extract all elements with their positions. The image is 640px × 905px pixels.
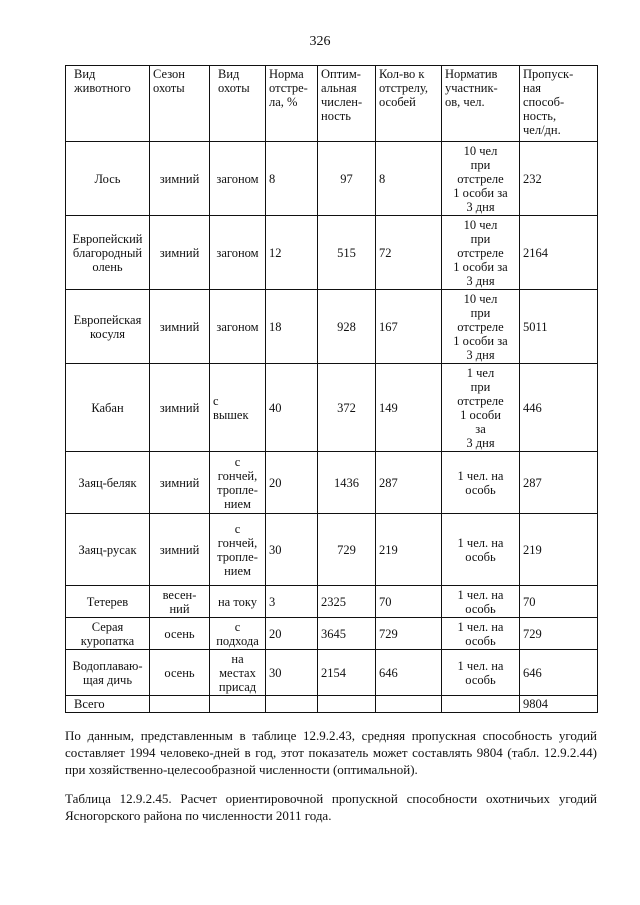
- table-row: [66, 290, 598, 364]
- cell-participants: 10 чел при отстреле 1 особи за 3 дня: [442, 216, 520, 290]
- cell-capacity: 287: [520, 452, 598, 514]
- cell-animal: Тетерев: [66, 586, 150, 618]
- cell-cull-count: 729: [376, 618, 442, 650]
- cell-cull-count: 72: [376, 216, 442, 290]
- cell-season: осень: [150, 618, 210, 650]
- cell-season: зимний: [150, 364, 210, 452]
- cell-animal: Заяц-беляк: [66, 452, 150, 514]
- table-row: [66, 514, 598, 586]
- table-row: [66, 142, 598, 216]
- empty-cell: [376, 696, 442, 713]
- cell-hunt-type: с гончей, тропле- нием: [210, 452, 266, 514]
- cell-hunt-type: с подхода: [210, 618, 266, 650]
- cell-cull-count: 8: [376, 142, 442, 216]
- cell-season: осень: [150, 650, 210, 696]
- cell-season: зимний: [150, 452, 210, 514]
- cell-optimal-population: 97: [318, 142, 376, 216]
- cell-participants: 1 чел. на особь: [442, 452, 520, 514]
- cell-optimal-population: 3645: [318, 618, 376, 650]
- cell-hunt-type: загоном: [210, 142, 266, 216]
- table-row: [66, 618, 598, 650]
- cell-season: весен- ний: [150, 586, 210, 618]
- cell-cull-rate: 18: [266, 290, 318, 364]
- page-number: 326: [309, 34, 331, 49]
- cell-hunt-type: загоном: [210, 216, 266, 290]
- hunting-capacity-table: [65, 65, 598, 713]
- cell-cull-count: 149: [376, 364, 442, 452]
- cell-cull-rate: 12: [266, 216, 318, 290]
- cell-participants: 1 чел при отстреле 1 особи за 3 дня: [442, 364, 520, 452]
- summary-paragraph: По данным, представленным в таблице 12.9.2.43, средняя пропускная способность угодий составляет 1994 человеко-дней в год, этот показатель может составлять 9804 (табл. 12.9.2.44) при хозяйственно-целесообразной численности (оптимальной).: [65, 728, 597, 777]
- cell-animal: Заяц-русак: [66, 514, 150, 586]
- cell-participants: 1 чел. на особь: [442, 514, 520, 586]
- cell-hunt-type: с гончей, тропле- нием: [210, 514, 266, 586]
- empty-cell: [266, 696, 318, 713]
- table-row: [66, 586, 598, 618]
- header-hunt-type: Вид охоты: [210, 66, 266, 142]
- cell-capacity: 70: [520, 586, 598, 618]
- cell-animal: Серая куропатка: [66, 618, 150, 650]
- header-optimal-population: Оптим- альная числен- ность: [318, 66, 376, 142]
- header-cull-rate: Норма отстре- ла, %: [266, 66, 318, 142]
- cell-season: зимний: [150, 142, 210, 216]
- table-row: [66, 364, 598, 452]
- empty-cell: [442, 696, 520, 713]
- cell-cull-count: 167: [376, 290, 442, 364]
- cell-capacity: 5011: [520, 290, 598, 364]
- cell-optimal-population: 729: [318, 514, 376, 586]
- table-row: [66, 650, 598, 696]
- header-participants: Норматив участник- ов, чел.: [442, 66, 520, 142]
- cell-cull-count: 287: [376, 452, 442, 514]
- empty-cell: [150, 696, 210, 713]
- table-total-row: [66, 696, 598, 713]
- cell-capacity: 232: [520, 142, 598, 216]
- cell-cull-rate: 30: [266, 514, 318, 586]
- cell-participants: 1 чел. на особь: [442, 618, 520, 650]
- cell-optimal-population: 2154: [318, 650, 376, 696]
- table-header-row: [66, 66, 598, 142]
- cell-cull-rate: 30: [266, 650, 318, 696]
- cell-season: зимний: [150, 514, 210, 586]
- cell-cull-rate: 40: [266, 364, 318, 452]
- cell-capacity: 646: [520, 650, 598, 696]
- header-capacity: Пропуск- ная способ- ность, чел/дн.: [520, 66, 598, 142]
- cell-hunt-type: на току: [210, 586, 266, 618]
- header-season: Сезон охоты: [150, 66, 210, 142]
- total-label: Всего: [66, 696, 150, 713]
- cell-capacity: 729: [520, 618, 598, 650]
- header-animal: Вид животного: [66, 66, 150, 142]
- cell-cull-rate: 8: [266, 142, 318, 216]
- cell-optimal-population: 372: [318, 364, 376, 452]
- cell-participants: 1 чел. на особь: [442, 650, 520, 696]
- cell-animal: Европейская косуля: [66, 290, 150, 364]
- cell-optimal-population: 1436: [318, 452, 376, 514]
- cell-animal: Водоплаваю- щая дичь: [66, 650, 150, 696]
- cell-hunt-type: загоном: [210, 290, 266, 364]
- cell-animal: Европейский благородный олень: [66, 216, 150, 290]
- cell-cull-rate: 20: [266, 618, 318, 650]
- cell-season: зимний: [150, 216, 210, 290]
- cell-animal: Лось: [66, 142, 150, 216]
- total-value: 9804: [520, 696, 598, 713]
- cell-participants: 10 чел при отстреле 1 особи за 3 дня: [442, 142, 520, 216]
- cell-cull-count: 70: [376, 586, 442, 618]
- table-row: [66, 452, 598, 514]
- cell-cull-rate: 3: [266, 586, 318, 618]
- cell-capacity: 446: [520, 364, 598, 452]
- cell-capacity: 2164: [520, 216, 598, 290]
- cell-hunt-type: на местах присад: [210, 650, 266, 696]
- table-caption: Таблица 12.9.2.45. Расчет ориентировочной пропускной способности охотничьих угодий Ясногорского района по численности 2011 года.: [65, 791, 597, 823]
- cell-optimal-population: 928: [318, 290, 376, 364]
- empty-cell: [318, 696, 376, 713]
- cell-capacity: 219: [520, 514, 598, 586]
- table-row: [66, 216, 598, 290]
- header-cull-count: Кол-во к отстрелу, особей: [376, 66, 442, 142]
- cell-participants: 10 чел при отстреле 1 особи за 3 дня: [442, 290, 520, 364]
- cell-season: зимний: [150, 290, 210, 364]
- empty-cell: [210, 696, 266, 713]
- cell-participants: 1 чел. на особь: [442, 586, 520, 618]
- cell-optimal-population: 515: [318, 216, 376, 290]
- cell-cull-rate: 20: [266, 452, 318, 514]
- cell-cull-count: 219: [376, 514, 442, 586]
- cell-optimal-population: 2325: [318, 586, 376, 618]
- cell-cull-count: 646: [376, 650, 442, 696]
- cell-hunt-type: с вышек: [210, 364, 266, 452]
- cell-animal: Кабан: [66, 364, 150, 452]
